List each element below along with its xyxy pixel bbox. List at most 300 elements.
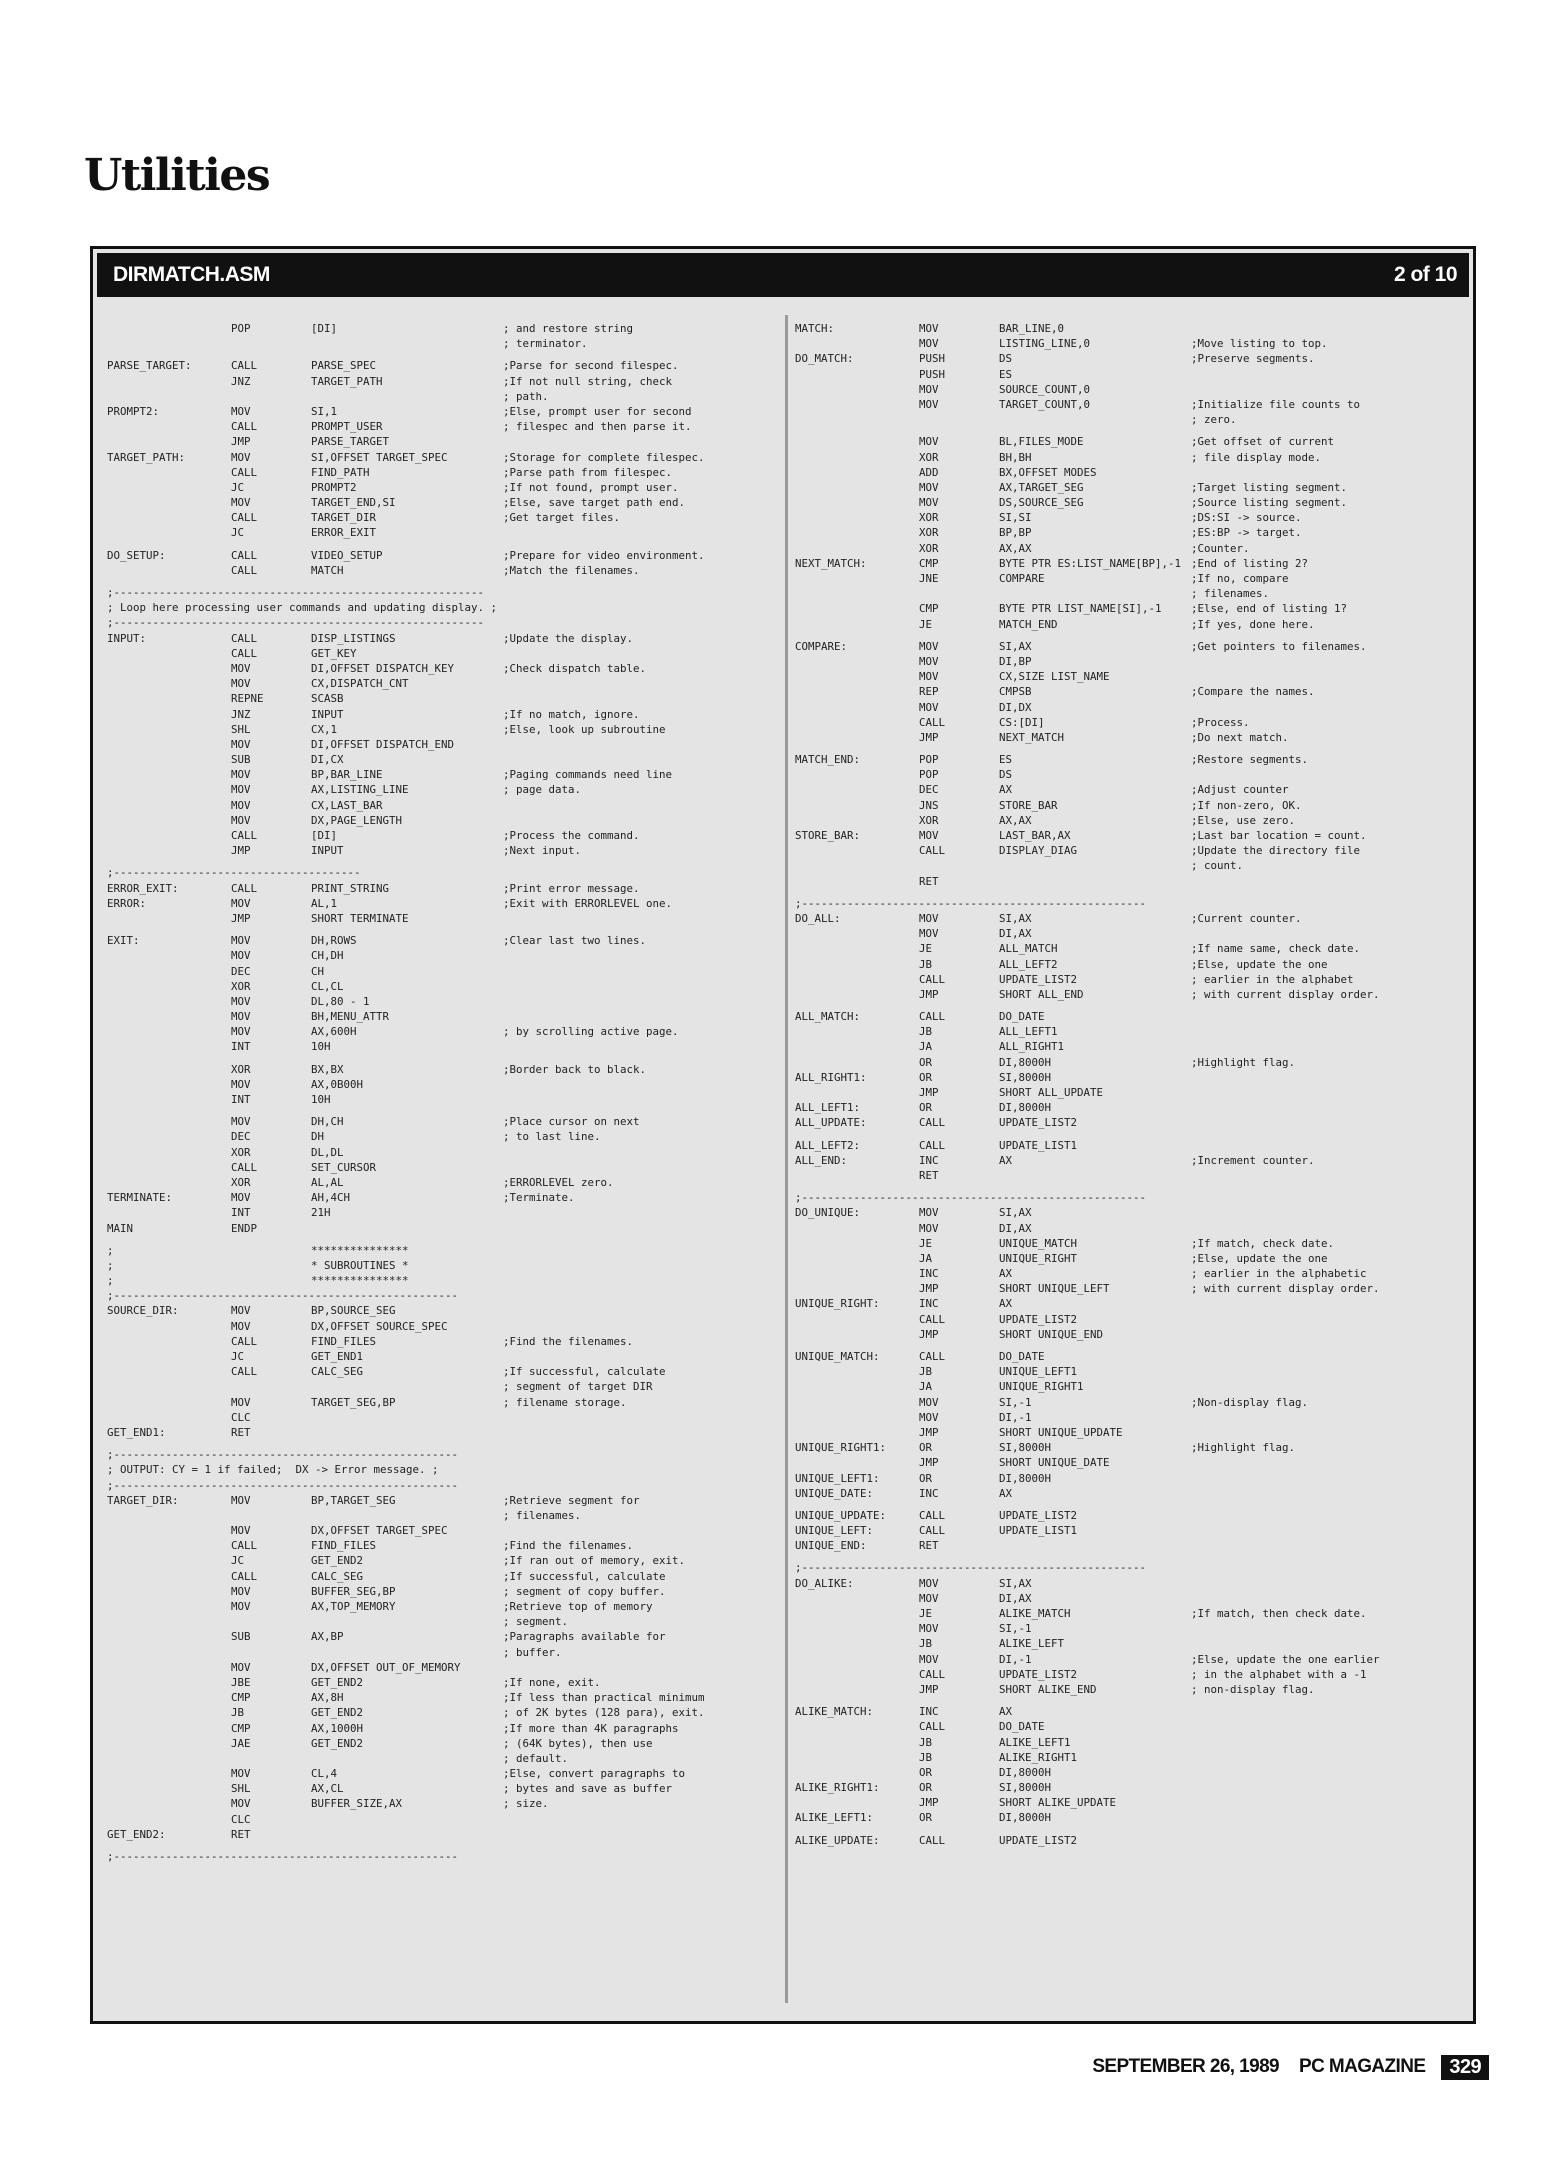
code-opcode: CALL (231, 420, 258, 434)
code-opcode: MOV (231, 1191, 251, 1205)
code-operand: GET_END1 (311, 1350, 364, 1363)
code-comment: ;Current counter. (1191, 911, 1302, 925)
code-operand: TARGET_SEG,BP (311, 1395, 396, 1409)
code-line (795, 1652, 1475, 1667)
code-opcode: XOR (231, 979, 251, 993)
code-opcode: INC (919, 1705, 939, 1719)
section-heading: Utilities (84, 150, 270, 201)
code-comment: ;Prepare for video environment. (503, 548, 705, 562)
code-operand: AX (999, 1153, 1013, 1167)
code-line (107, 1273, 779, 1288)
code-operand: CX,1 (311, 722, 338, 736)
code-comment: ; buffer. (503, 1645, 562, 1659)
code-operand: MATCH_END (999, 617, 1058, 631)
code-line (795, 1379, 1475, 1394)
code-line (795, 1296, 1475, 1311)
code-line (795, 601, 1475, 616)
code-line (107, 896, 779, 911)
code-label: ; (107, 1258, 114, 1272)
code-label: PROMPT2: (107, 404, 160, 418)
code-comment: ;Check dispatch table. (503, 661, 647, 675)
code-line (795, 639, 1475, 654)
code-opcode: SHL (231, 722, 251, 736)
code-line (107, 631, 779, 646)
code-operand: AX (999, 1705, 1013, 1719)
code-comment: ; in the alphabet with a -1 (1191, 1667, 1367, 1681)
code-line (107, 321, 779, 336)
code-line (107, 1614, 779, 1629)
code-comment: ;Find the filenames. (503, 1539, 634, 1553)
code-operand: NEXT_MATCH (999, 730, 1065, 744)
code-opcode: RET (231, 1425, 251, 1439)
code-comment: ; segment of target DIR (503, 1380, 653, 1394)
code-line (795, 874, 1475, 889)
code-operand: CX,SIZE LIST_NAME (999, 670, 1110, 684)
code-operand: PROMPT2 (311, 480, 357, 494)
code-comment: ; (64K bytes), then use (503, 1736, 653, 1750)
code-line (107, 450, 779, 465)
code-opcode: MOV (919, 1622, 939, 1636)
code-opcode: INC (919, 1153, 939, 1167)
code-line (795, 571, 1475, 586)
code-line (795, 715, 1475, 730)
code-line (795, 1349, 1475, 1364)
code-line (795, 843, 1475, 858)
code-label: EXIT: (107, 934, 140, 948)
code-comment: ;Process the command. (503, 829, 640, 842)
code-opcode: CALL (919, 1720, 946, 1734)
code-comment: ;Highlight flag. (1191, 1055, 1296, 1069)
code-opcode: CMP (919, 556, 939, 570)
code-line (795, 1826, 1475, 1833)
code-operand: UPDATE_LIST1 (999, 1524, 1078, 1538)
code-comment: ;Non-display flag. (1191, 1395, 1309, 1409)
code-comment: ;Else, save target path end. (503, 496, 686, 510)
code-comment: ;Preserve segments. (1191, 352, 1315, 366)
code-opcode: CALL (919, 844, 946, 858)
code-opcode: OR (919, 1811, 933, 1825)
code-opcode: JB (919, 957, 933, 971)
code-line (107, 525, 779, 540)
code-comment: ; and restore string (503, 322, 634, 335)
code-line (795, 782, 1475, 797)
code-operand: UPDATE_LIST2 (999, 1312, 1078, 1326)
code-label: PARSE_TARGET: (107, 359, 192, 373)
code-line (107, 1009, 779, 1024)
code-line (107, 351, 779, 358)
code-line (107, 404, 779, 419)
code-line (795, 654, 1475, 669)
code-opcode: XOR (919, 813, 939, 827)
code-opcode: MOV (231, 1395, 251, 1409)
code-operand: SHORT UNIQUE_DATE (999, 1456, 1110, 1470)
code-line (107, 541, 779, 548)
code-line (795, 926, 1475, 941)
column-divider (785, 315, 788, 2003)
code-operand: DO_DATE (999, 1350, 1045, 1363)
code-line (107, 1751, 779, 1766)
code-opcode: OR (919, 1781, 933, 1795)
code-comment: ;If no, compare (1191, 572, 1289, 585)
code-opcode: CALL (919, 1116, 946, 1130)
code-opcode: JE (919, 617, 933, 631)
code-label: ALL_MATCH: (795, 1010, 861, 1024)
code-operand: CL,4 (311, 1767, 338, 1781)
code-line (107, 1705, 779, 1720)
code-line (107, 600, 779, 615)
code-operand: [DI] (311, 322, 338, 335)
code-opcode: CALL (231, 359, 258, 373)
code-comment: ;ERRORLEVEL zero. (503, 1175, 614, 1189)
code-operand: SI,AX (999, 1576, 1032, 1590)
code-opcode: PUSH (919, 367, 946, 381)
code-comment: ;Retrieve segment for (503, 1493, 640, 1507)
code-label: TERMINATE: (107, 1191, 173, 1205)
code-line (107, 1645, 779, 1660)
code-opcode: MOV (919, 1652, 939, 1666)
code-operand: CMPSB (999, 685, 1032, 699)
code-opcode: XOR (231, 1062, 251, 1076)
code-operand: SHORT TERMINATE (311, 911, 409, 925)
code-comment: ;If match, check date. (1191, 1236, 1335, 1250)
code-opcode: MOV (919, 496, 939, 510)
code-opcode: JA (919, 1040, 933, 1054)
code-label: ALIKE_LEFT1: (795, 1811, 874, 1825)
code-line (795, 1024, 1475, 1039)
code-operand: SI,SI (999, 511, 1032, 525)
code-operand: DI,-1 (999, 1410, 1032, 1424)
code-line (795, 1697, 1475, 1704)
code-opcode: DEC (231, 964, 251, 978)
code-line (795, 1765, 1475, 1780)
code-operand: SHORT ALL_UPDATE (999, 1086, 1104, 1099)
code-line (107, 1024, 779, 1039)
code-operand: 21H (311, 1206, 331, 1220)
code-operand: DX,OFFSET SOURCE_SPEC (311, 1319, 448, 1333)
code-opcode: MOV (231, 994, 251, 1008)
code-line (107, 1796, 779, 1811)
code-operand: DS (999, 768, 1013, 782)
code-operand: BH,BH (999, 450, 1032, 464)
code-operand: DO_DATE (999, 1720, 1045, 1734)
code-line (107, 1221, 779, 1236)
code-operand: ERROR_EXIT (311, 526, 377, 540)
code-operand: AX,AX (999, 813, 1032, 827)
code-opcode: MOV (919, 435, 939, 449)
code-operand: AL,AL (311, 1175, 344, 1189)
code-opcode: JMP (919, 1282, 939, 1296)
code-operand: AX,AX (999, 541, 1032, 555)
code-line (795, 1471, 1475, 1486)
code-comment: ; non-display flag. (1191, 1682, 1315, 1696)
code-opcode: CLC (231, 1812, 251, 1826)
code-operand: SI,AX (999, 911, 1032, 925)
code-opcode: XOR (919, 526, 939, 540)
code-opcode: CALL (231, 465, 258, 479)
code-line (107, 1660, 779, 1675)
code-operand: PRINT_STRING (311, 881, 390, 895)
code-comment: ;DS:SI -> source. (1191, 511, 1302, 525)
code-line (107, 843, 779, 858)
code-opcode: CALL (231, 1365, 258, 1379)
code-opcode: JMP (919, 1682, 939, 1696)
code-comment: ;Else, update the one earlier (1191, 1652, 1380, 1666)
code-operand: SI,8000H (999, 1781, 1052, 1795)
code-line (795, 382, 1475, 397)
code-line (795, 465, 1475, 480)
code-line (107, 933, 779, 948)
code-label: UNIQUE_UPDATE: (795, 1508, 887, 1522)
code-label: ;-------------------------------------- (107, 866, 361, 880)
code-line (107, 578, 779, 585)
code-opcode: JC (231, 480, 245, 494)
code-opcode: JE (919, 942, 933, 956)
code-line (795, 1704, 1475, 1719)
code-comment: ;Get pointers to filenames. (1191, 639, 1367, 653)
code-line (107, 722, 779, 737)
code-operand: UPDATE_LIST2 (999, 1667, 1078, 1681)
code-opcode: CALL (919, 1524, 946, 1538)
code-operand: SET_CURSOR (311, 1160, 377, 1174)
code-operand: CL,CL (311, 979, 344, 993)
code-line (795, 1395, 1475, 1410)
code-comment: ;Parse for second filespec. (503, 359, 679, 373)
code-line (795, 1183, 1475, 1190)
code-line (107, 465, 779, 480)
code-label: ; (107, 1274, 114, 1288)
footer-page-number: 329 (1441, 2055, 1489, 2080)
code-line (107, 948, 779, 963)
code-line (107, 1205, 779, 1220)
code-line (795, 730, 1475, 745)
code-operand: UPDATE_LIST2 (999, 1508, 1078, 1522)
code-opcode: RET (231, 1827, 251, 1841)
code-line (107, 1538, 779, 1553)
page-footer (1092, 2053, 1489, 2081)
code-label: ERROR: (107, 896, 147, 910)
code-comment: ; of 2K bytes (128 para), exit. (503, 1706, 705, 1720)
code-line (107, 1493, 779, 1508)
code-operand: FIND_FILES (311, 1539, 377, 1553)
code-label: ;----------------------------------------------------- (795, 1191, 1147, 1205)
code-line (107, 1553, 779, 1568)
code-opcode: REP (919, 685, 939, 699)
code-line (107, 563, 779, 578)
code-listing-box (90, 246, 1476, 2024)
code-line (107, 1395, 779, 1410)
code-comment: ;Parse path from filespec. (503, 465, 673, 479)
code-operand: GET_END2 (311, 1675, 364, 1689)
code-comment: ;Get offset of current (1191, 435, 1335, 449)
code-line (107, 1629, 779, 1644)
code-label: ERROR_EXIT: (107, 881, 179, 895)
code-comment: ; page data. (503, 783, 582, 797)
code-comment: ;Move listing to top. (1191, 337, 1328, 351)
code-comment: ;Increment counter. (1191, 1153, 1315, 1167)
code-line (795, 1327, 1475, 1342)
code-line (107, 1827, 779, 1842)
code-line (107, 1062, 779, 1077)
code-line (107, 782, 779, 797)
code-line (107, 1092, 779, 1107)
code-line (107, 1349, 779, 1364)
code-line (795, 632, 1475, 639)
code-opcode: MOV (231, 1797, 251, 1811)
code-line (795, 1780, 1475, 1795)
code-opcode: XOR (231, 1175, 251, 1189)
code-opcode: JNZ (231, 374, 251, 388)
code-opcode: JMP (231, 911, 251, 925)
code-opcode: CMP (919, 602, 939, 616)
code-label: GET_END1: (107, 1425, 166, 1439)
code-label: ;----------------------------------------------------- (795, 896, 1147, 910)
code-opcode: POP (919, 753, 939, 767)
code-line (795, 745, 1475, 752)
code-operand: BYTE PTR LIST_NAME[SI],-1 (999, 602, 1162, 616)
code-opcode: JBE (231, 1675, 251, 1689)
code-line (107, 661, 779, 676)
code-opcode: CALL (231, 881, 258, 895)
code-opcode: JB (919, 1750, 933, 1764)
code-line (795, 1168, 1475, 1183)
code-opcode: CALL (231, 1334, 258, 1348)
code-comment: ;Border back to black. (503, 1062, 647, 1076)
code-operand: BP,TARGET_SEG (311, 1493, 396, 1507)
code-operand: SI,8000H (999, 1070, 1052, 1084)
code-line (795, 1523, 1475, 1538)
code-comment: ; by scrolling active page. (503, 1025, 679, 1039)
code-comment: ;Compare the names. (1191, 685, 1315, 699)
code-operand: BX,BX (311, 1062, 344, 1076)
code-label: DO_UNIQUE: (795, 1206, 861, 1220)
code-line (107, 1077, 779, 1092)
code-opcode: MOV (919, 382, 939, 396)
code-opcode: CALL (919, 715, 946, 729)
code-comment: ;End of listing 2? (1191, 556, 1309, 570)
code-label: ALIKE_UPDATE: (795, 1833, 880, 1847)
code-line (795, 1425, 1475, 1440)
code-operand: FIND_FILES (311, 1334, 377, 1348)
code-opcode: CALL (231, 829, 258, 842)
code-opcode: MOV (231, 783, 251, 797)
code-operand: TARGET_PATH (311, 374, 383, 388)
code-label: STORE_BAR: (795, 829, 861, 842)
code-operand: ALIKE_LEFT (999, 1637, 1065, 1651)
code-line (795, 586, 1475, 601)
code-line (795, 1085, 1475, 1100)
code-line (795, 480, 1475, 495)
code-line (107, 752, 779, 767)
code-operand: BP,SOURCE_SEG (311, 1304, 396, 1318)
code-opcode: MOV (231, 1493, 251, 1507)
code-opcode: JMP (919, 1456, 939, 1470)
code-line (795, 1115, 1475, 1130)
code-opcode: POP (919, 768, 939, 782)
code-comment: ;Terminate. (503, 1191, 575, 1205)
code-opcode: JB (919, 1637, 933, 1651)
code-operand: SHORT UNIQUE_LEFT (999, 1282, 1110, 1296)
code-line (107, 1175, 779, 1190)
code-operand: DH,ROWS (311, 934, 357, 948)
code-operand: CH,DH (311, 949, 344, 963)
code-opcode: MOV (231, 798, 251, 812)
code-line (107, 1190, 779, 1205)
code-operand: UPDATE_LIST2 (999, 1833, 1078, 1847)
code-line (107, 1781, 779, 1796)
code-operand: DH (311, 1130, 325, 1144)
code-line (795, 1221, 1475, 1236)
code-opcode: MOV (919, 670, 939, 684)
code-line (107, 510, 779, 525)
code-operand: PROMPT_USER (311, 420, 383, 434)
code-opcode: MOV (231, 768, 251, 782)
code-comment: ; earlier in the alphabetic (1191, 1267, 1367, 1281)
code-opcode: CALL (919, 972, 946, 986)
code-opcode: MOV (231, 737, 251, 751)
code-line (107, 1107, 779, 1114)
code-operand: DI,8000H (999, 1055, 1052, 1069)
code-operand: DI,-1 (999, 1652, 1032, 1666)
code-opcode: MOV (231, 1524, 251, 1538)
code-label: UNIQUE_LEFT1: (795, 1471, 880, 1485)
code-operand: AX,TOP_MEMORY (311, 1600, 396, 1613)
code-line (795, 828, 1475, 843)
code-operand: SHORT ALL_END (999, 987, 1084, 1001)
code-opcode: POP (231, 322, 251, 335)
code-comment: ; default. (503, 1751, 569, 1765)
code-opcode: MOV (231, 677, 251, 691)
code-opcode: JMP (919, 1327, 939, 1341)
code-comment: ;Get target files. (503, 511, 621, 525)
code-line (107, 389, 779, 404)
code-opcode: RET (919, 1539, 939, 1553)
code-operand: SI,-1 (999, 1395, 1032, 1409)
code-line (107, 495, 779, 510)
code-opcode: OR (919, 1070, 933, 1084)
code-operand: * SUBROUTINES * (311, 1258, 409, 1272)
code-opcode: JB (919, 1365, 933, 1379)
code-comment: ; bytes and save as buffer (503, 1782, 673, 1796)
code-comment: ;Paging commands need line (503, 768, 673, 782)
code-comment: ;If name same, check date. (1191, 942, 1361, 956)
code-operand: DO_DATE (999, 1010, 1045, 1024)
code-opcode: MOV (919, 654, 939, 668)
code-label: ;----------------------------------------------------- (795, 1561, 1147, 1575)
code-opcode: ADD (919, 465, 939, 479)
code-line (795, 1009, 1475, 1024)
code-opcode: XOR (919, 511, 939, 525)
code-line (795, 767, 1475, 782)
code-operand: DISP_LISTINGS (311, 631, 396, 645)
code-line (107, 911, 779, 926)
code-comment: ; segment of copy buffer. (503, 1584, 666, 1598)
code-label: INPUT: (107, 631, 147, 645)
code-line (795, 1251, 1475, 1266)
code-line (107, 419, 779, 434)
code-line (795, 336, 1475, 351)
code-line (795, 1719, 1475, 1734)
code-line (795, 1810, 1475, 1825)
code-opcode: JA (919, 1380, 933, 1394)
code-line (107, 1690, 779, 1705)
code-operand: AX,1000H (311, 1721, 364, 1735)
code-comment: ;Retrieve top of memory (503, 1600, 653, 1613)
code-opcode: MOV (919, 639, 939, 653)
code-line (107, 1447, 779, 1462)
code-opcode: CALL (231, 1160, 258, 1174)
code-opcode: INC (919, 1486, 939, 1500)
code-comment: ;Place cursor on next (503, 1115, 640, 1129)
